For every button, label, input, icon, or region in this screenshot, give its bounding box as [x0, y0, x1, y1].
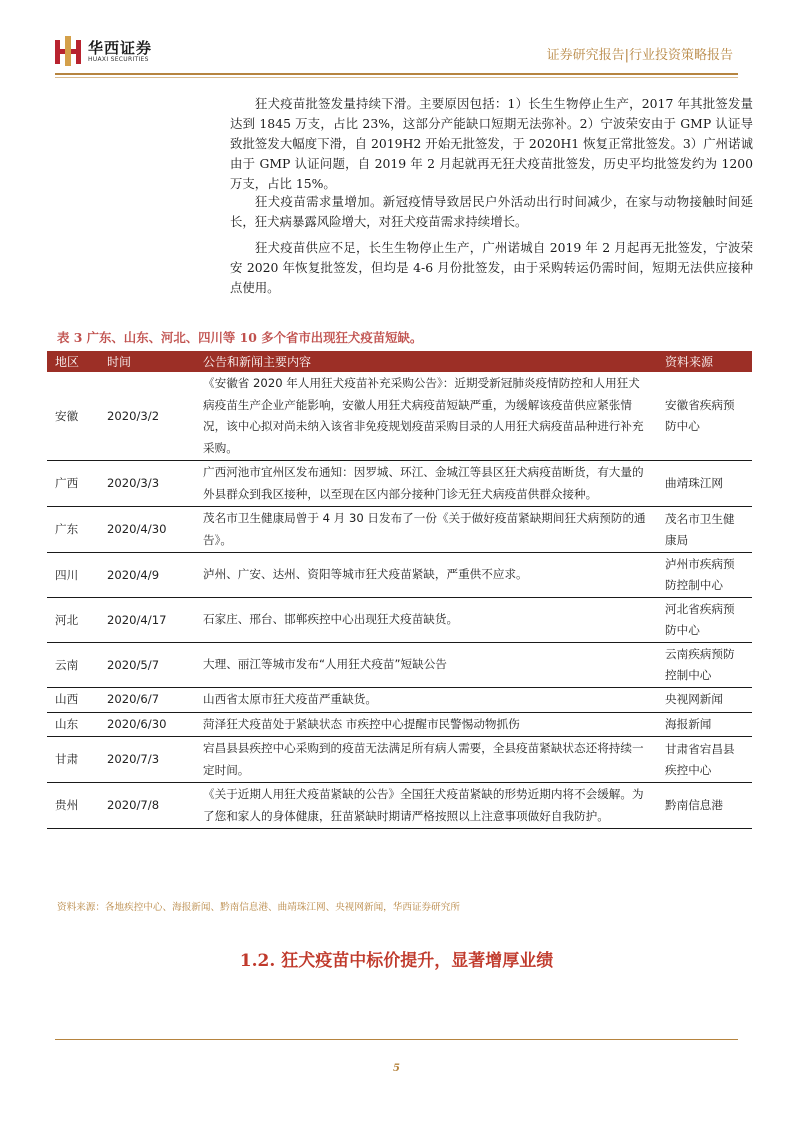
- table-title: 表 3 广东、山东、河北、四川等 10 多个省市出现狂犬疫苗短缺。: [57, 330, 423, 345]
- header-content: 公告和新闻主要内容: [195, 351, 657, 372]
- cell-region: 山西: [47, 688, 99, 713]
- cell-content: 山西省太原市狂犬疫苗严重缺货。: [195, 688, 657, 713]
- footer-divider: [55, 1039, 738, 1040]
- cell-content: 石家庄、邢台、邯郸疾控中心出现狂犬疫苗缺货。: [195, 598, 657, 643]
- cell-content: 广西河池市宜州区发布通知：因罗城、环江、金城江等县区狂犬病疫苗断货，有大量的外县群众到我区接种，以至现在区内部分接种门诊无狂犬病疫苗供群众接种。: [195, 461, 657, 507]
- paragraph-demand: 狂犬疫苗需求量增加。新冠疫情导致居民户外活动出行时间减少，在家与动物接触时间延长，狂犬病暴露风险增大，对狂犬疫苗需求持续增长。: [230, 194, 753, 229]
- table-row: [47, 598, 752, 643]
- cell-content: 茂名市卫生健康局曾于 4 月 30 日发布了一份《关于做好疫苗紧缺期间狂犬病预防的通告》。: [195, 507, 657, 553]
- table-row: [47, 688, 752, 713]
- table-header-row: [47, 351, 752, 372]
- cell-region: 广东: [47, 507, 99, 553]
- brand-name-en: HUAXI SECURITIES: [88, 56, 149, 63]
- cell-source: 云南疾病预防控制中心: [657, 643, 752, 688]
- cell-content: 菏泽狂犬疫苗处于紧缺状态 市疾控中心提醒市民警惕动物抓伤: [195, 712, 657, 737]
- report-type: 证券研究报告|行业投资策略报告: [546, 48, 733, 63]
- cell-content: 《关于近期人用狂犬疫苗紧缺的公告》全国狂犬疫苗紧缺的形势近期内将不会缓解。为了您和家人的身体健康，狂苗紧缺时期请严格按照以上注意事项做好自我防护。: [195, 783, 657, 829]
- cell-source: 曲靖珠江网: [657, 461, 752, 507]
- cell-date: 2020/7/8: [99, 783, 195, 829]
- cell-region: 四川: [47, 553, 99, 598]
- cell-date: 2020/3/2: [99, 372, 195, 461]
- cell-date: 2020/4/9: [99, 553, 195, 598]
- table-source-note: 资料来源：各地疾控中心、海报新闻、黔南信息港、曲靖珠江网、央视网新闻，华西证券研究所: [57, 902, 460, 913]
- cell-region: 甘肃: [47, 737, 99, 783]
- cell-source: 黔南信息港: [657, 783, 752, 829]
- cell-content: 大理、丽江等城市发布“人用狂犬疫苗”短缺公告: [195, 643, 657, 688]
- paragraph-batch-release: 狂犬疫苗批签发量持续下滑。主要原因包括：1）长生生物停止生产，2017 年其批签发量达到 1845 万支，占比 23%，这部分产能缺口短期无法弥补。2）宁波荣安由于 GMP 认证导致批签发大幅度下滑，自 2019H2 开始无批签发，于 2020H1 恢复正常批签发。3）广州诺诚由于 GMP 认证问题，自 2019 年 2 月起就再无狂犬疫苗批签发，历史平均批签发约为 1200 万支，占比 15%。: [230, 96, 753, 191]
- cell-region: 云南: [47, 643, 99, 688]
- cell-source: 泸州市疾病预防控制中心: [657, 553, 752, 598]
- table-row: [47, 553, 752, 598]
- table-row: [47, 783, 752, 829]
- table-row: [47, 372, 752, 461]
- table-row: [47, 737, 752, 783]
- page-number: 5: [393, 1063, 400, 1074]
- header-divider: [55, 73, 738, 75]
- cell-region: 河北: [47, 598, 99, 643]
- cell-region: 贵州: [47, 783, 99, 829]
- table-body: [47, 372, 752, 829]
- cell-date: 2020/4/17: [99, 598, 195, 643]
- cell-source: 央视网新闻: [657, 688, 752, 713]
- cell-source: 茂名市卫生健康局: [657, 507, 752, 553]
- shortage-table: [47, 351, 752, 829]
- table-row: [47, 507, 752, 553]
- cell-content: 《安徽省 2020 年人用狂犬疫苗补充采购公告》：近期受新冠肺炎疫情防控和人用狂犬病疫苗生产企业产能影响，安徽人用狂犬病疫苗短缺严重，为缓解该疫苗供应紧张情况，该中心拟对尚未纳入该省非免疫规划疫苗采购目录的人用狂犬病疫苗品种进行补充采购。: [195, 372, 657, 461]
- cell-source: 甘肃省宕昌县疾控中心: [657, 737, 752, 783]
- header-date: 时间: [99, 351, 195, 372]
- cell-date: 2020/4/30: [99, 507, 195, 553]
- cell-source: 安徽省疾病预防中心: [657, 372, 752, 461]
- cell-region: 山东: [47, 712, 99, 737]
- table-row: [47, 461, 752, 507]
- section-heading: 1.2. 狂犬疫苗中标价提升，显著增厚业绩: [239, 951, 554, 971]
- cell-date: 2020/7/3: [99, 737, 195, 783]
- table-row: [47, 712, 752, 737]
- header-divider-thin: [55, 77, 738, 78]
- cell-source: 海报新闻: [657, 712, 752, 737]
- header-region: 地区: [47, 351, 99, 372]
- cell-content: 宕昌县县疾控中心采购到的疫苗无法满足所有病人需要，全县疫苗紧缺状态还将持续一定时间。: [195, 737, 657, 783]
- huaxi-logo-icon: [55, 36, 81, 66]
- cell-date: 2020/3/3: [99, 461, 195, 507]
- header-source: 资料来源: [657, 351, 752, 372]
- cell-region: 安徽: [47, 372, 99, 461]
- brand-name: 华西证券: [88, 39, 153, 57]
- cell-date: 2020/5/7: [99, 643, 195, 688]
- cell-region: 广西: [47, 461, 99, 507]
- cell-source: 河北省疾病预防中心: [657, 598, 752, 643]
- table-row: [47, 643, 752, 688]
- cell-date: 2020/6/7: [99, 688, 195, 713]
- cell-date: 2020/6/30: [99, 712, 195, 737]
- cell-content: 泸州、广安、达州、资阳等城市狂犬疫苗紧缺，严重供不应求。: [195, 553, 657, 598]
- paragraph-supply: 狂犬疫苗供应不足，长生生物停止生产，广州诺城自 2019 年 2 月起再无批签发，宁波荣安 2020 年恢复批签发，但均是 4-6 月份批签发，由于采购转运仍需时间，短期无法供应接种点使用。: [230, 240, 753, 295]
